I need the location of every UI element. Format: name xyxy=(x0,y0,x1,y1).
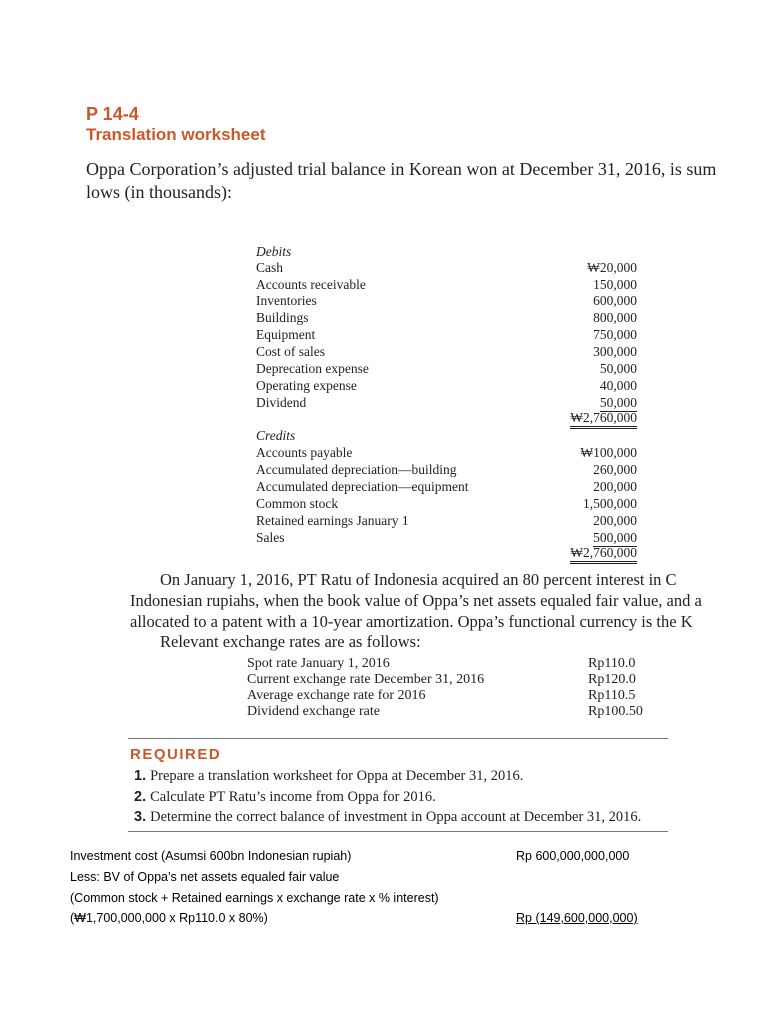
rate-label: Spot rate January 1, 2016 xyxy=(247,656,390,671)
credit-amount: 260,000 xyxy=(593,462,637,477)
rate-label: Average exchange rate for 2016 xyxy=(247,688,426,703)
answer-less-label: Less: BV of Oppa’s net assets equaled fair value xyxy=(70,870,340,884)
required-item-text: Determine the correct balance of investment in Oppa account at December 31, 2016. xyxy=(150,809,642,825)
debit-amount: 800,000 xyxy=(593,310,637,325)
debit-label: Equipment xyxy=(256,327,316,342)
required-item xyxy=(134,768,523,785)
divider xyxy=(128,831,668,832)
credit-label: Accounts payable xyxy=(256,445,353,460)
rate-label: Current exchange rate December 31, 2016 xyxy=(247,672,485,687)
problem-number: P 14-4 xyxy=(86,104,139,124)
credit-label: Common stock xyxy=(256,496,339,511)
required-item-number: 3. xyxy=(134,809,147,825)
problem-title: Translation worksheet xyxy=(86,125,266,144)
debits-heading: Debits xyxy=(256,244,292,259)
answer-calculation-label: (₩1,700,000,000 x Rp110.0 x 80%) xyxy=(70,911,268,925)
debit-amount: ₩20,000 xyxy=(587,260,637,275)
paragraph-line-1: On January 1, 2016, PT Ratu of Indonesia acquired an 80 percent interest in C xyxy=(160,570,677,589)
credit-amount: 200,000 xyxy=(593,479,637,494)
intro-line-1: Oppa Corporation’s adjusted trial balance in Korean won at December 31, 2016, is sum xyxy=(86,159,717,179)
required-item xyxy=(134,789,436,806)
debit-label: Deprecation expense xyxy=(256,361,369,376)
rate-value: Rp120.0 xyxy=(588,672,636,687)
answer-investment-amount: Rp 600,000,000,000 xyxy=(516,849,630,863)
required-item-number: 2. xyxy=(134,789,147,805)
debit-amount: 50,000 xyxy=(599,361,637,376)
required-item-number: 1. xyxy=(134,768,147,784)
debit-amount: 750,000 xyxy=(593,327,637,342)
credits-total: ₩2,760,000 xyxy=(570,545,637,564)
answer-investment-label: Investment cost (Asumsi 600bn Indonesian rupiah) xyxy=(70,849,352,863)
debit-label: Buildings xyxy=(256,310,309,325)
rate-label: Dividend exchange rate xyxy=(247,704,380,719)
credit-label: Accumulated depreciation—building xyxy=(256,462,457,477)
required-item-text: Calculate PT Ratu’s income from Oppa for 2016. xyxy=(150,789,436,805)
divider xyxy=(128,738,668,739)
paragraph-line-3: allocated to a patent with a 10-year amortization. Oppa’s functional currency is the K xyxy=(130,612,693,631)
credit-amount: 1,500,000 xyxy=(583,496,637,511)
credit-amount: 500,000 xyxy=(593,530,637,545)
credits-heading: Credits xyxy=(256,428,296,443)
paragraph-line-4: Relevant exchange rates are as follows: xyxy=(160,632,421,651)
debit-label: Cash xyxy=(256,260,283,275)
credit-label: Accumulated depreciation—equipment xyxy=(256,479,469,494)
paragraph-line-2: Indonesian rupiahs, when the book value of Oppa’s net assets equaled fair value, and a xyxy=(130,591,702,610)
rate-value: Rp100.50 xyxy=(588,704,643,719)
debit-amount: 600,000 xyxy=(593,293,637,308)
debit-amount: 150,000 xyxy=(593,277,637,292)
debit-amount: 40,000 xyxy=(599,378,637,393)
debit-label: Accounts receivable xyxy=(256,277,366,292)
answer-formula-label: (Common stock + Retained earnings x exchange rate x % interest) xyxy=(70,891,439,905)
required-heading: REQUIRED xyxy=(130,746,222,763)
credit-amount: 200,000 xyxy=(593,513,637,528)
debits-total: ₩2,760,000 xyxy=(570,410,637,429)
credit-label: Retained earnings January 1 xyxy=(256,513,409,528)
debit-amount: 300,000 xyxy=(593,344,637,359)
required-item-text: Prepare a translation worksheet for Oppa at December 31, 2016. xyxy=(150,768,524,784)
credit-label: Sales xyxy=(256,530,285,545)
debit-label: Dividend xyxy=(256,395,307,410)
debit-amount: 50,000 xyxy=(599,395,637,410)
debit-label: Operating expense xyxy=(256,378,357,393)
credit-amount: ₩100,000 xyxy=(580,445,637,460)
required-item xyxy=(134,809,641,826)
answer-calculation-amount: Rp (149,600,000,000) xyxy=(516,911,638,925)
intro-line-2: lows (in thousands): xyxy=(86,182,232,202)
debit-label: Inventories xyxy=(256,293,317,308)
debit-label: Cost of sales xyxy=(256,344,325,359)
rate-value: Rp110.5 xyxy=(588,688,636,703)
rate-value: Rp110.0 xyxy=(588,656,636,671)
